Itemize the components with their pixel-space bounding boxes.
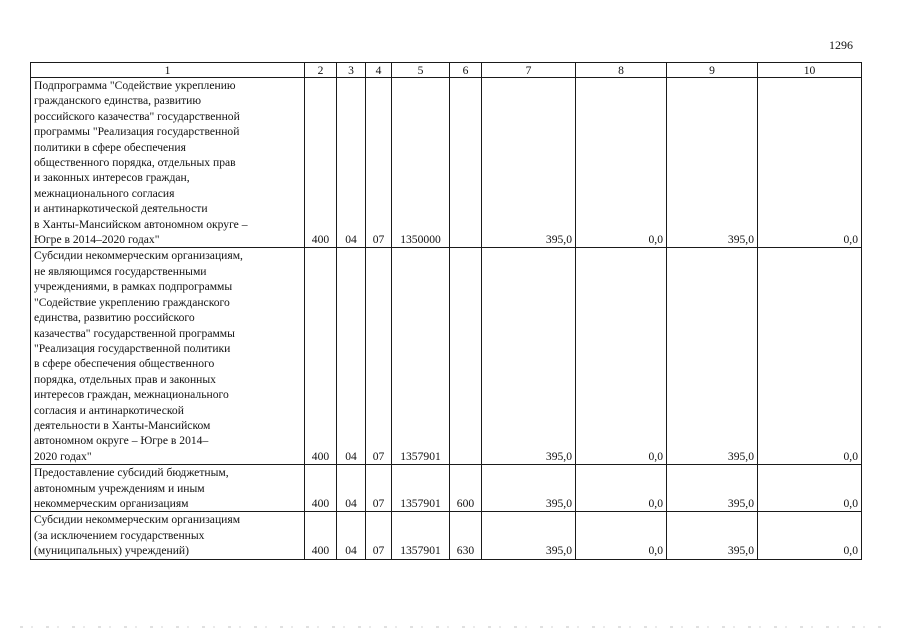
value-cell-8: 0,0 (576, 465, 667, 512)
page-number: 1296 (829, 38, 853, 52)
header-row (31, 63, 862, 78)
column-header-1: 1 (31, 63, 305, 78)
code-cell-5: 1350000 (392, 78, 450, 248)
code-cell-3: 04 (337, 248, 366, 465)
value-cell-7: 395,0 (482, 465, 576, 512)
code-cell-5: 1357901 (392, 248, 450, 465)
value-cell-10: 0,0 (758, 78, 862, 248)
column-header-2: 2 (305, 63, 337, 78)
value-cell-8: 0,0 (576, 78, 667, 248)
code-cell-6 (450, 248, 482, 465)
row-name-cell: Предоставление субсидий бюджетным, автономным учреждениям и иным некоммерческим организациям (31, 465, 305, 512)
column-header-5: 5 (392, 63, 450, 78)
code-cell-5: 1357901 (392, 512, 450, 559)
table-row (31, 465, 862, 512)
column-header-7: 7 (482, 63, 576, 78)
table-row (31, 248, 862, 465)
code-cell-2: 400 (305, 248, 337, 465)
column-header-9: 9 (667, 63, 758, 78)
value-cell-8: 0,0 (576, 248, 667, 465)
code-cell-3: 04 (337, 512, 366, 559)
value-cell-9: 395,0 (667, 78, 758, 248)
value-cell-7: 395,0 (482, 248, 576, 465)
value-cell-7: 395,0 (482, 512, 576, 559)
value-cell-10: 0,0 (758, 512, 862, 559)
code-cell-2: 400 (305, 512, 337, 559)
column-header-8: 8 (576, 63, 667, 78)
value-cell-10: 0,0 (758, 465, 862, 512)
budget-table (30, 62, 862, 560)
column-header-6: 6 (450, 63, 482, 78)
code-cell-4: 07 (366, 465, 392, 512)
column-header-3: 3 (337, 63, 366, 78)
row-name-cell: Субсидии некоммерческим организациям (за исключением государственных (муниципальных) учреждений) (31, 512, 305, 559)
row-name-cell: Подпрограмма "Содействие укреплению гражданского единства, развитию российского казачества" государственной программы "Реализация государственной политики в сфере обеспечения общественного порядка, отдельных прав и законных интересов граждан, межнационального согласия и антинаркотической деятельности в Ханты-Мансийском автономном округе – Югре в 2014–2020 годах" (31, 78, 305, 248)
code-cell-5: 1357901 (392, 465, 450, 512)
scan-artifact-line (20, 626, 882, 628)
code-cell-3: 04 (337, 465, 366, 512)
value-cell-9: 395,0 (667, 512, 758, 559)
row-name-cell: Субсидии некоммерческим организациям, не являющимся государственными учреждениями, в рамках подпрограммы "Содействие укреплению гражданского единства, развитию российского казачества" государственной программы "Реализация государственной политики в сфере обеспечения общественного порядка, отдельных прав и законных интересов граждан, межнационального согласия и антинаркотической деятельности в Ханты-Мансийском автономном округе – Югре в 2014– 2020 годах" (31, 248, 305, 465)
value-cell-10: 0,0 (758, 248, 862, 465)
code-cell-6 (450, 78, 482, 248)
value-cell-9: 395,0 (667, 248, 758, 465)
code-cell-3: 04 (337, 78, 366, 248)
code-cell-2: 400 (305, 78, 337, 248)
column-header-4: 4 (366, 63, 392, 78)
code-cell-4: 07 (366, 78, 392, 248)
column-header-10: 10 (758, 63, 862, 78)
table-row (31, 512, 862, 559)
code-cell-6: 630 (450, 512, 482, 559)
code-cell-4: 07 (366, 248, 392, 465)
code-cell-6: 600 (450, 465, 482, 512)
value-cell-7: 395,0 (482, 78, 576, 248)
code-cell-4: 07 (366, 512, 392, 559)
value-cell-9: 395,0 (667, 465, 758, 512)
code-cell-2: 400 (305, 465, 337, 512)
value-cell-8: 0,0 (576, 512, 667, 559)
table-row (31, 78, 862, 248)
